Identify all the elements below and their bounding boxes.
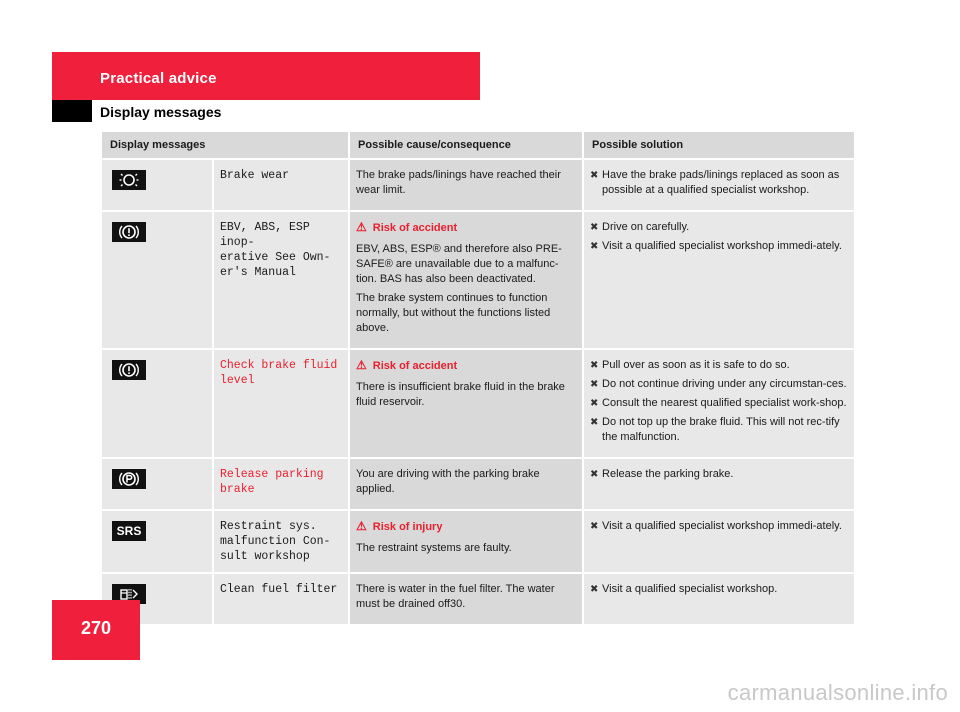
- solution-cell: [584, 459, 854, 511]
- solution-cell: [584, 160, 854, 212]
- warning-triangle-icon: ⚠: [356, 519, 367, 533]
- cause-cell: [350, 212, 582, 350]
- header-marker: [52, 100, 92, 122]
- table-body: [102, 160, 854, 626]
- solution-item: [590, 239, 848, 254]
- solution-cell: [584, 212, 854, 350]
- solution-text: Visit a qualified specialist workshop.: [602, 583, 778, 595]
- cause-cell: [350, 511, 582, 574]
- display-message-cell: [214, 212, 348, 350]
- display-message-text: Release parking brake: [220, 468, 324, 496]
- step-marker-icon: ✖: [590, 398, 599, 409]
- display-icon-cell: [102, 511, 212, 574]
- solution-cell: [584, 574, 854, 626]
- solution-cell: [584, 511, 854, 574]
- display-messages-table: [100, 132, 856, 626]
- step-marker-icon: ✖: [590, 170, 599, 181]
- table-row: [102, 212, 854, 350]
- display-message-cell: [214, 511, 348, 574]
- brake-warning-icon: [112, 222, 146, 242]
- parking-brake-icon: [112, 469, 146, 489]
- solution-text: Have the brake pads/linings replaced as soon as possible at a qualified specialist workshop.: [602, 169, 840, 196]
- cause-cell: [350, 574, 582, 626]
- display-icon-cell: [102, 212, 212, 350]
- solution-text: Release the parking brake.: [602, 468, 734, 480]
- solution-text: Visit a qualified specialist workshop immedi-ately.: [602, 520, 842, 532]
- step-marker-icon: ✖: [590, 241, 599, 252]
- cause-text: There is insufficient brake fluid in the brake fluid reservoir.: [356, 381, 565, 408]
- solution-item: [590, 467, 848, 482]
- warning-triangle-icon: ⚠: [356, 220, 367, 234]
- solution-item: [590, 396, 848, 411]
- display-message-cell: [214, 160, 348, 212]
- solution-text: Consult the nearest qualified specialist work-shop.: [602, 397, 847, 409]
- table-row: [102, 511, 854, 574]
- brake-warning-icon: [112, 360, 146, 380]
- display-icon-cell: [102, 350, 212, 459]
- solution-text: Drive on carefully.: [602, 221, 690, 233]
- cause-cell: [350, 350, 582, 459]
- table-row: [102, 574, 854, 626]
- step-marker-icon: ✖: [590, 379, 599, 390]
- display-message-text: Check brake fluid level: [220, 359, 338, 387]
- display-icon-cell: [102, 160, 212, 212]
- risk-warning: [356, 220, 576, 236]
- watermark: carmanualsonline.info: [727, 680, 948, 705]
- display-message-cell: [214, 459, 348, 511]
- display-message-text: EBV, ABS, ESP inop- erative See Own- er's Manual: [220, 221, 331, 279]
- cause-text: The restraint systems are faulty.: [356, 542, 512, 554]
- header-tab: [52, 52, 480, 100]
- warning-triangle-icon: ⚠: [356, 358, 367, 372]
- risk-label: Risk of injury: [372, 521, 443, 533]
- display-message-cell: [214, 350, 348, 459]
- solution-item: [590, 519, 848, 534]
- cause-cell: [350, 459, 582, 511]
- srs-icon: SRS: [112, 521, 146, 541]
- risk-warning: [356, 358, 576, 374]
- risk-label: Risk of accident: [372, 360, 458, 372]
- table-header-row: [102, 132, 854, 160]
- cause-cell: [350, 160, 582, 212]
- step-marker-icon: ✖: [590, 360, 599, 371]
- display-message-text: Clean fuel filter: [220, 583, 338, 596]
- step-marker-icon: ✖: [590, 222, 599, 233]
- solution-item: [590, 415, 848, 445]
- risk-warning: [356, 519, 576, 535]
- solution-item: [590, 582, 848, 597]
- cause-text: EBV, ABS, ESP® and therefore also PRE-SAFE® are unavailable due to a malfunc-tion. BAS has also been deactivated.: [356, 243, 562, 285]
- solution-text: Pull over as soon as it is safe to do so.: [602, 359, 790, 371]
- cause-text: The brake pads/linings have reached their wear limit.: [356, 169, 561, 196]
- risk-label: Risk of accident: [372, 222, 458, 234]
- step-marker-icon: ✖: [590, 521, 599, 532]
- display-message-text: Restraint sys. malfunction Con- sult workshop: [220, 520, 331, 563]
- solution-text: Visit a qualified specialist workshop immedi-ately.: [602, 240, 842, 252]
- cause-text: The brake system continues to function normally, but without the functions listed above.: [356, 292, 551, 334]
- step-marker-icon: ✖: [590, 417, 599, 428]
- col-header-solution: Possible solution: [584, 132, 854, 160]
- table-row: [102, 459, 854, 511]
- col-header-cause: Possible cause/consequence: [350, 132, 582, 160]
- page-number: 270: [80, 618, 112, 638]
- cause-text: There is water in the fuel filter. The water must be drained off30.: [356, 583, 555, 610]
- solution-text: Do not continue driving under any circumstan-ces.: [602, 378, 847, 390]
- solution-cell: [584, 350, 854, 459]
- step-marker-icon: ✖: [590, 584, 599, 595]
- cause-text: You are driving with the parking brake applied.: [356, 468, 540, 495]
- section-title: Practical advice: [100, 70, 217, 87]
- col-header-display: Display messages: [102, 132, 348, 160]
- page-subtitle: Display messages: [100, 104, 222, 120]
- solution-item: [590, 358, 848, 373]
- solution-item: [590, 168, 848, 198]
- display-message-text: Brake wear: [220, 169, 290, 182]
- display-icon-cell: [102, 459, 212, 511]
- step-marker-icon: ✖: [590, 469, 599, 480]
- table-row: [102, 350, 854, 459]
- page-number-box: [52, 600, 140, 660]
- solution-text: Do not top up the brake fluid. This will not rec-tify the malfunction.: [602, 416, 840, 443]
- table-row: [102, 160, 854, 212]
- brake-wear-icon: [112, 170, 146, 190]
- display-message-cell: [214, 574, 348, 626]
- solution-item: [590, 220, 848, 235]
- solution-item: [590, 377, 848, 392]
